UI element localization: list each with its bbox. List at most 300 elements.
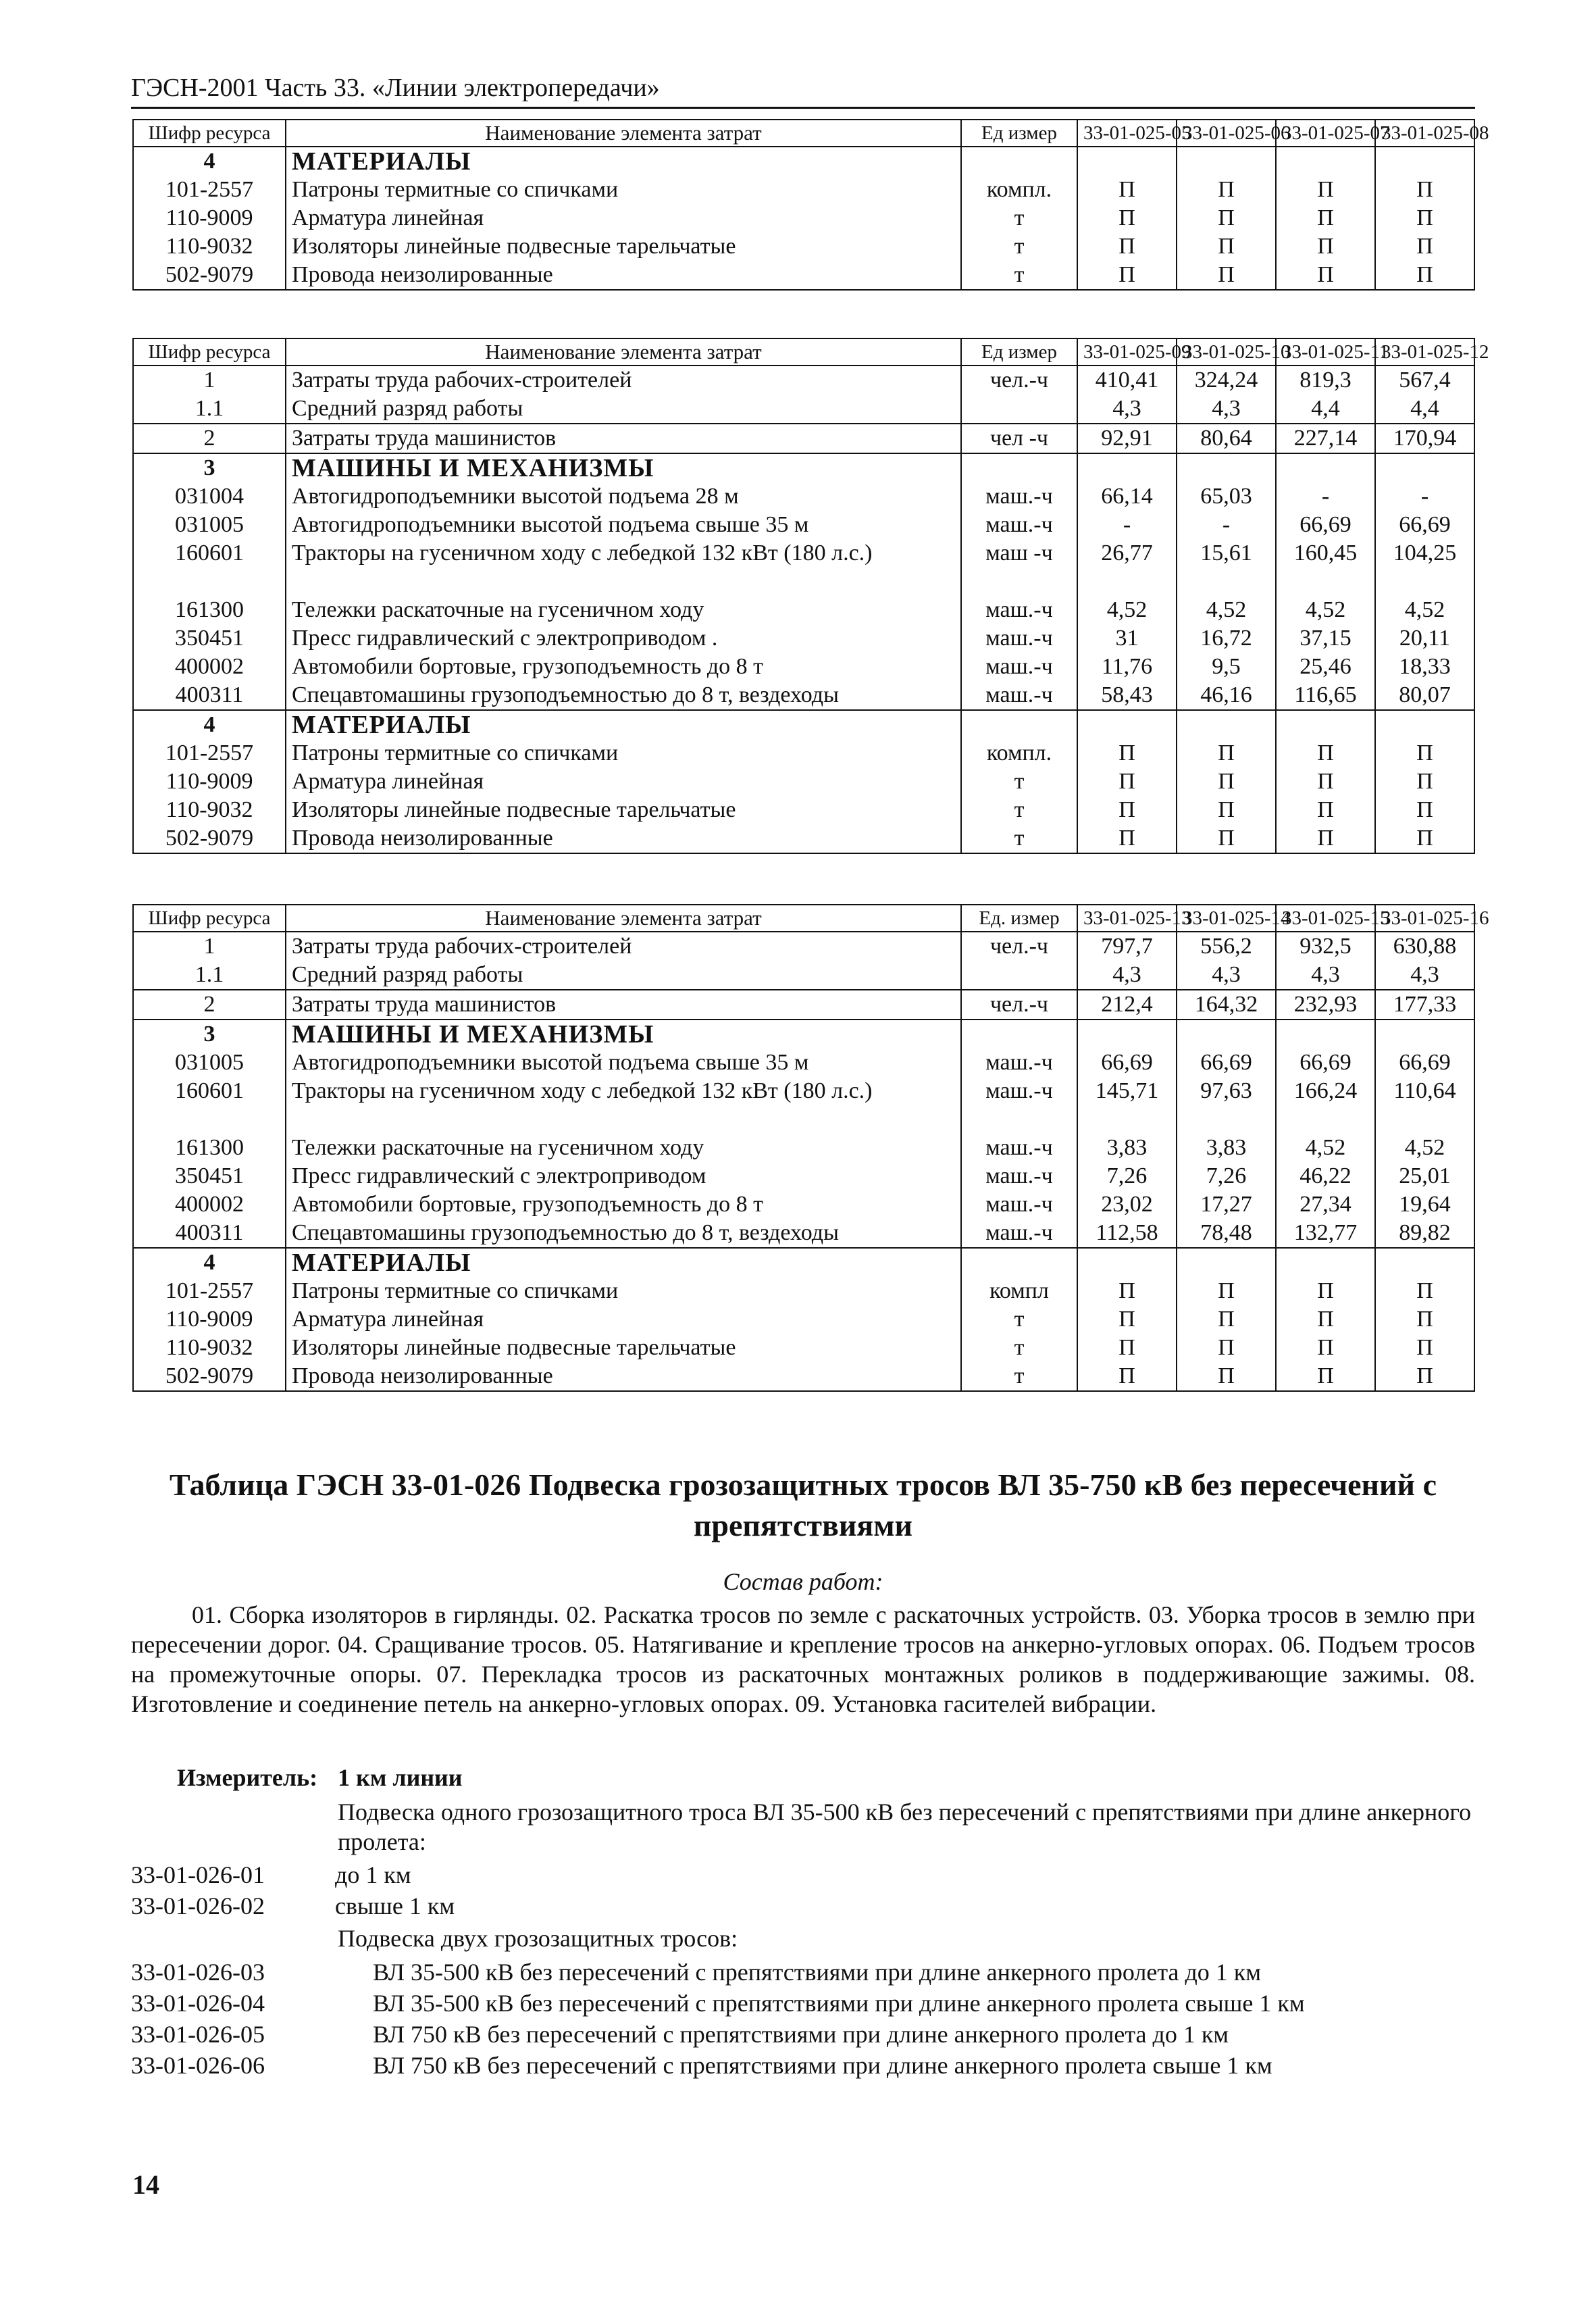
resource-value: 65,03 bbox=[1177, 482, 1276, 511]
resource-unit: маш.-ч bbox=[961, 1162, 1077, 1190]
resource-code: 350451 bbox=[133, 1162, 286, 1190]
work-composition-title: Состав работ: bbox=[723, 1568, 883, 1595]
resource-unit: т bbox=[961, 768, 1077, 796]
resource-unit: т bbox=[961, 824, 1077, 853]
resource-value: 78,48 bbox=[1177, 1219, 1276, 1248]
resource-value: 227,14 bbox=[1276, 424, 1375, 453]
resource-unit bbox=[961, 1248, 1077, 1277]
resource-code: 400002 bbox=[133, 1190, 286, 1219]
resource-value: П bbox=[1375, 204, 1474, 232]
resource-name: Арматура линейная bbox=[286, 204, 961, 232]
running-header: ГЭСН-2001 Часть 33. «Линии электропередачи» bbox=[131, 72, 1475, 109]
resource-value: П bbox=[1077, 1305, 1177, 1334]
resource-value: П bbox=[1375, 1277, 1474, 1305]
resource-value: П bbox=[1077, 1334, 1177, 1362]
resource-value: 66,69 bbox=[1177, 1049, 1276, 1077]
resource-value: 4,3 bbox=[1077, 395, 1177, 424]
resource-value: П bbox=[1276, 204, 1375, 232]
resource-code: 3 bbox=[133, 1020, 286, 1049]
resource-unit: чел.-ч bbox=[961, 366, 1077, 395]
entry-code: 33-01-026-06 bbox=[131, 2052, 265, 2079]
resource-value: 630,88 bbox=[1375, 932, 1474, 961]
resource-value: 4,52 bbox=[1375, 596, 1474, 624]
entry-description: ВЛ 35-500 кВ без пересечений с препятствиями при длине анкерного пролета свыше 1 км bbox=[373, 1990, 1305, 2017]
entry-description: ВЛ 35-500 кВ без пересечений с препятствиями при длине анкерного пролета до 1 км bbox=[373, 1959, 1262, 1986]
resource-value: П bbox=[1276, 768, 1375, 796]
table-row bbox=[133, 1077, 1474, 1134]
resource-code: 101-2557 bbox=[133, 1277, 286, 1305]
resource-value: П bbox=[1177, 204, 1276, 232]
section-row bbox=[133, 1248, 1474, 1277]
col-header-norm-code: 33-01-025-08 bbox=[1375, 120, 1474, 147]
table-row bbox=[133, 596, 1474, 624]
resource-code: 031005 bbox=[133, 1049, 286, 1077]
resource-unit: компл. bbox=[961, 176, 1077, 204]
resource-value: 145,71 bbox=[1077, 1077, 1177, 1134]
col-header-norm-code: 33-01-025-06 bbox=[1177, 120, 1276, 147]
resource-code: 502-9079 bbox=[133, 1362, 286, 1391]
resource-value: 3,83 bbox=[1077, 1134, 1177, 1162]
resource-value bbox=[1177, 1248, 1276, 1277]
resource-name: Тележки раскаточные на гусеничном ходу bbox=[286, 596, 961, 624]
col-header-code: Шифр ресурса bbox=[133, 905, 286, 932]
resource-code: 2 bbox=[133, 990, 286, 1020]
section-row bbox=[133, 147, 1474, 176]
resource-unit: т bbox=[961, 232, 1077, 261]
table-row bbox=[133, 261, 1474, 290]
resource-name: Автомобили бортовые, грузоподъемность до 8 т bbox=[286, 653, 961, 681]
table-row bbox=[133, 232, 1474, 261]
col-header-unit: Ед измер bbox=[961, 120, 1077, 147]
resource-code: 3 bbox=[133, 453, 286, 482]
entry-code: 33-01-026-01 bbox=[131, 1861, 265, 1888]
resource-value: П bbox=[1077, 204, 1177, 232]
resource-value: П bbox=[1276, 176, 1375, 204]
resource-table-2 bbox=[132, 338, 1489, 854]
resource-name: Арматура линейная bbox=[286, 768, 961, 796]
resource-unit: т bbox=[961, 1305, 1077, 1334]
resource-code: 400311 bbox=[133, 1219, 286, 1248]
resource-code: 4 bbox=[133, 710, 286, 739]
resource-value: 27,34 bbox=[1276, 1190, 1375, 1219]
resource-unit: чел -ч bbox=[961, 424, 1077, 453]
resource-name: Средний разряд работы bbox=[286, 961, 961, 990]
resource-value: П bbox=[1375, 261, 1474, 290]
resource-unit: маш.-ч bbox=[961, 624, 1077, 653]
resource-value: 58,43 bbox=[1077, 681, 1177, 710]
resource-code: 1 bbox=[133, 366, 286, 395]
resource-value: 23,02 bbox=[1077, 1190, 1177, 1219]
table-row bbox=[133, 824, 1474, 853]
resource-name: Спецавтомашины грузоподъемностью до 8 т, вездеходы bbox=[286, 1219, 961, 1248]
resource-value: П bbox=[1077, 261, 1177, 290]
resource-code: 160601 bbox=[133, 539, 286, 596]
resource-value: П bbox=[1375, 768, 1474, 796]
table-row bbox=[133, 768, 1474, 796]
resource-code: 101-2557 bbox=[133, 739, 286, 768]
resource-unit: т bbox=[961, 1362, 1077, 1391]
resource-code: 110-9009 bbox=[133, 768, 286, 796]
resource-name: Провода неизолированные bbox=[286, 1362, 961, 1391]
resource-value: 4,52 bbox=[1276, 596, 1375, 624]
resource-name: Автогидроподъемники высотой подъема свыше 35 м bbox=[286, 511, 961, 539]
resource-value: П bbox=[1077, 796, 1177, 824]
resource-value: - bbox=[1375, 482, 1474, 511]
resource-name: Провода неизолированные bbox=[286, 824, 961, 853]
resource-value: 66,69 bbox=[1375, 1049, 1474, 1077]
resource-value: П bbox=[1276, 232, 1375, 261]
resource-value bbox=[1177, 453, 1276, 482]
resource-unit: компл bbox=[961, 1277, 1077, 1305]
resource-value: 16,72 bbox=[1177, 624, 1276, 653]
resource-value: 164,32 bbox=[1177, 990, 1276, 1020]
resource-unit: маш.-ч bbox=[961, 681, 1077, 710]
resource-value: 932,5 bbox=[1276, 932, 1375, 961]
entry-description: ВЛ 750 кВ без пересечений с препятствиями при длине анкерного пролета свыше 1 км bbox=[373, 2052, 1272, 2079]
resource-value: П bbox=[1077, 824, 1177, 853]
header-row bbox=[133, 905, 1474, 932]
resource-value: 166,24 bbox=[1276, 1077, 1375, 1134]
resource-name: Затраты труда рабочих-строителей bbox=[286, 366, 961, 395]
resource-value: 19,64 bbox=[1375, 1190, 1474, 1219]
resource-name: Патроны термитные со спичками bbox=[286, 739, 961, 768]
resource-value bbox=[1375, 1248, 1474, 1277]
resource-code: 1.1 bbox=[133, 961, 286, 990]
table-row bbox=[133, 1334, 1474, 1362]
resource-value: 4,52 bbox=[1276, 1134, 1375, 1162]
resource-value: П bbox=[1177, 1362, 1276, 1391]
resource-unit: маш.-ч bbox=[961, 1077, 1077, 1134]
resource-name: МАШИНЫ И МЕХАНИЗМЫ bbox=[286, 1020, 961, 1049]
table-row bbox=[133, 482, 1474, 511]
resource-value: 324,24 bbox=[1177, 366, 1276, 395]
resource-name: Автомобили бортовые, грузоподъемность до 8 т bbox=[286, 1190, 961, 1219]
resource-value: 9,5 bbox=[1177, 653, 1276, 681]
resource-unit bbox=[961, 710, 1077, 739]
resource-value: 37,15 bbox=[1276, 624, 1375, 653]
resource-unit: чел.-ч bbox=[961, 932, 1077, 961]
resource-value bbox=[1375, 453, 1474, 482]
resource-name: МАТЕРИАЛЫ bbox=[286, 710, 961, 739]
col-header-norm-code: 33-01-025-14 bbox=[1177, 905, 1276, 932]
resource-code: 031004 bbox=[133, 482, 286, 511]
resource-name: Пресс гидравлический с электроприводом bbox=[286, 1162, 961, 1190]
resource-name: Арматура линейная bbox=[286, 1305, 961, 1334]
table-row bbox=[133, 1305, 1474, 1334]
table-row bbox=[133, 1362, 1474, 1391]
resource-value: 116,65 bbox=[1276, 681, 1375, 710]
resource-table-1 bbox=[132, 119, 1489, 291]
resource-value: 25,01 bbox=[1375, 1162, 1474, 1190]
resource-value: П bbox=[1077, 739, 1177, 768]
entry-description: до 1 км bbox=[335, 1861, 411, 1888]
resource-value: 46,22 bbox=[1276, 1162, 1375, 1190]
col-header-name: Наименование элемента затрат bbox=[286, 338, 961, 366]
table-row bbox=[133, 511, 1474, 539]
resource-value bbox=[1177, 147, 1276, 176]
resource-value: 17,27 bbox=[1177, 1190, 1276, 1219]
resource-value: 66,14 bbox=[1077, 482, 1177, 511]
resource-value: П bbox=[1177, 1334, 1276, 1362]
resource-value: П bbox=[1177, 1305, 1276, 1334]
resource-value bbox=[1375, 147, 1474, 176]
resource-value: 132,77 bbox=[1276, 1219, 1375, 1248]
table-row bbox=[133, 424, 1474, 453]
resource-value: П bbox=[1177, 739, 1276, 768]
resource-name: Автогидроподъемники высотой подъема свыше 35 м bbox=[286, 1049, 961, 1077]
header-row bbox=[133, 338, 1474, 366]
resource-value: 66,69 bbox=[1375, 511, 1474, 539]
table-row bbox=[133, 1049, 1474, 1077]
resource-name: Пресс гидравлический с электроприводом . bbox=[286, 624, 961, 653]
resource-unit: маш.-ч bbox=[961, 653, 1077, 681]
resource-value: 26,77 bbox=[1077, 539, 1177, 596]
resource-code: 2 bbox=[133, 424, 286, 453]
table-row bbox=[133, 539, 1474, 596]
resource-value: 410,41 bbox=[1077, 366, 1177, 395]
resource-unit: маш.-ч bbox=[961, 596, 1077, 624]
resource-value: 797,7 bbox=[1077, 932, 1177, 961]
resource-table-3 bbox=[132, 904, 1489, 1392]
resource-value: П bbox=[1177, 824, 1276, 853]
table-row bbox=[133, 1190, 1474, 1219]
resource-name: МАТЕРИАЛЫ bbox=[286, 147, 961, 176]
resource-unit: т bbox=[961, 204, 1077, 232]
resource-code: 160601 bbox=[133, 1077, 286, 1134]
resource-unit: маш.-ч bbox=[961, 1190, 1077, 1219]
resource-value: 18,33 bbox=[1375, 653, 1474, 681]
resource-value: 66,69 bbox=[1276, 1049, 1375, 1077]
resource-value: П bbox=[1375, 1334, 1474, 1362]
resource-value: 4,3 bbox=[1276, 961, 1375, 990]
resource-value bbox=[1177, 1020, 1276, 1049]
resource-value: П bbox=[1177, 176, 1276, 204]
resource-unit: маш.-ч bbox=[961, 511, 1077, 539]
resource-unit bbox=[961, 453, 1077, 482]
measure-label: Измеритель: bbox=[177, 1764, 318, 1791]
resource-unit: компл. bbox=[961, 739, 1077, 768]
table-row bbox=[133, 932, 1474, 961]
resource-unit: т bbox=[961, 261, 1077, 290]
resource-value: 97,63 bbox=[1177, 1077, 1276, 1134]
entry-code: 33-01-026-02 bbox=[131, 1892, 265, 1919]
resource-name: Изоляторы линейные подвесные тарельчатые bbox=[286, 1334, 961, 1362]
section-row bbox=[133, 453, 1474, 482]
entry-description: ВЛ 750 кВ без пересечений с препятствиями при длине анкерного пролета до 1 км bbox=[373, 2021, 1229, 2048]
resource-name: Патроны термитные со спичками bbox=[286, 1277, 961, 1305]
resource-code: 161300 bbox=[133, 1134, 286, 1162]
resource-name: МАТЕРИАЛЫ bbox=[286, 1248, 961, 1277]
table-row bbox=[133, 624, 1474, 653]
entry-description: свыше 1 км bbox=[335, 1892, 455, 1919]
resource-value: П bbox=[1077, 232, 1177, 261]
resource-unit: маш.-ч bbox=[961, 482, 1077, 511]
resource-value: 25,46 bbox=[1276, 653, 1375, 681]
table-row bbox=[133, 1134, 1474, 1162]
table-row bbox=[133, 395, 1474, 424]
table-row bbox=[133, 653, 1474, 681]
resource-unit bbox=[961, 1020, 1077, 1049]
resource-value: 177,33 bbox=[1375, 990, 1474, 1020]
resource-value: П bbox=[1177, 796, 1276, 824]
resource-value bbox=[1276, 710, 1375, 739]
resource-value bbox=[1077, 1248, 1177, 1277]
resource-value: П bbox=[1375, 824, 1474, 853]
resource-name: Изоляторы линейные подвесные тарельчатые bbox=[286, 232, 961, 261]
resource-code: 400311 bbox=[133, 681, 286, 710]
measure-line bbox=[177, 1763, 463, 1792]
resource-value: П bbox=[1276, 796, 1375, 824]
resource-code: 502-9079 bbox=[133, 261, 286, 290]
resource-value: П bbox=[1077, 1362, 1177, 1391]
resource-value: 170,94 bbox=[1375, 424, 1474, 453]
entry-code: 33-01-026-04 bbox=[131, 1990, 265, 2017]
col-header-unit: Ед измер bbox=[961, 338, 1077, 366]
col-header-name: Наименование элемента затрат bbox=[286, 905, 961, 932]
resource-value: 232,93 bbox=[1276, 990, 1375, 1020]
resource-value: 4,52 bbox=[1077, 596, 1177, 624]
resource-unit bbox=[961, 961, 1077, 990]
resource-value: 7,26 bbox=[1077, 1162, 1177, 1190]
resource-value bbox=[1077, 147, 1177, 176]
table-row bbox=[133, 739, 1474, 768]
col-header-norm-code: 33-01-025-05 bbox=[1077, 120, 1177, 147]
resource-name: Тракторы на гусеничном ходу с лебедкой 132 кВт (180 л.с.) bbox=[286, 1077, 961, 1134]
resource-value: 66,69 bbox=[1077, 1049, 1177, 1077]
resource-value: П bbox=[1077, 176, 1177, 204]
table-row bbox=[133, 1277, 1474, 1305]
resource-value: 66,69 bbox=[1276, 511, 1375, 539]
resource-value: 160,45 bbox=[1276, 539, 1375, 596]
resource-value: - bbox=[1276, 482, 1375, 511]
resource-value: П bbox=[1375, 739, 1474, 768]
resource-code: 031005 bbox=[133, 511, 286, 539]
resource-value: 20,11 bbox=[1375, 624, 1474, 653]
resource-value: 80,07 bbox=[1375, 681, 1474, 710]
intro-single-cable: Подвеска одного грозозащитного троса ВЛ 35-500 кВ без пересечений с препятствиями при длине анкерного пролета: bbox=[338, 1799, 1472, 1855]
resource-value: П bbox=[1375, 796, 1474, 824]
resource-name: Тракторы на гусеничном ходу с лебедкой 132 кВт (180 л.с.) bbox=[286, 539, 961, 596]
resource-unit: чел.-ч bbox=[961, 990, 1077, 1020]
resource-name: Средний разряд работы bbox=[286, 395, 961, 424]
resource-value: П bbox=[1276, 739, 1375, 768]
header-row bbox=[133, 120, 1474, 147]
resource-value: П bbox=[1077, 768, 1177, 796]
table-row bbox=[133, 990, 1474, 1020]
resource-value: П bbox=[1177, 232, 1276, 261]
resource-code: 4 bbox=[133, 1248, 286, 1277]
col-header-norm-code: 33-01-025-09 bbox=[1077, 338, 1177, 366]
resource-value: - bbox=[1177, 511, 1276, 539]
resource-value bbox=[1077, 453, 1177, 482]
resource-unit: маш.-ч bbox=[961, 1134, 1077, 1162]
resource-name: Изоляторы линейные подвесные тарельчатые bbox=[286, 796, 961, 824]
table-row bbox=[133, 796, 1474, 824]
measure-value: 1 км линии bbox=[338, 1764, 463, 1791]
table-row bbox=[133, 1219, 1474, 1248]
table-row bbox=[133, 1162, 1474, 1190]
resource-value: 110,64 bbox=[1375, 1077, 1474, 1134]
resource-value bbox=[1276, 1248, 1375, 1277]
resource-code: 110-9009 bbox=[133, 204, 286, 232]
resource-code: 110-9032 bbox=[133, 1334, 286, 1362]
resource-name: Патроны термитные со спичками bbox=[286, 176, 961, 204]
section-row bbox=[133, 710, 1474, 739]
resource-value: 212,4 bbox=[1077, 990, 1177, 1020]
resource-value: П bbox=[1177, 1277, 1276, 1305]
resource-value: 11,76 bbox=[1077, 653, 1177, 681]
resource-value bbox=[1375, 1020, 1474, 1049]
resource-value: П bbox=[1276, 1334, 1375, 1362]
col-header-norm-code: 33-01-025-11 bbox=[1276, 338, 1375, 366]
work-composition-text: 01. Сборка изоляторов в гирлянды. 02. Раскатка тросов по земле с раскаточных устройств. 03. Уборка тросов в землю при пересечении дорог. 04. Сращивание тросов. 05. Натягивание и крепление тросов на анкерно-угловых опорах. 06. Подъем тросов на промежуточные опоры. 07. Перекладка тросов из раскаточных монтажных роликов в поддерживающие зажимы. 08. Изготовление и соединение петель на анкерно-угловых опорах. 09. Установка гасителей вибрации. bbox=[131, 1601, 1475, 1717]
table-row bbox=[133, 204, 1474, 232]
resource-code: 110-9032 bbox=[133, 796, 286, 824]
col-header-norm-code: 33-01-025-16 bbox=[1375, 905, 1474, 932]
section-row bbox=[133, 1020, 1474, 1049]
resource-unit: маш.-ч bbox=[961, 1049, 1077, 1077]
table-row bbox=[133, 176, 1474, 204]
resource-value: 819,3 bbox=[1276, 366, 1375, 395]
resource-value bbox=[1276, 453, 1375, 482]
resource-value bbox=[1077, 1020, 1177, 1049]
resource-value: 15,61 bbox=[1177, 539, 1276, 596]
col-header-code: Шифр ресурса bbox=[133, 120, 286, 147]
col-header-norm-code: 33-01-025-15 bbox=[1276, 905, 1375, 932]
resource-name: Затраты труда машинистов bbox=[286, 990, 961, 1020]
table-heading: Таблица ГЭСН 33-01-026 Подвеска грозозащитных тросов ВЛ 35-750 кВ без пересечений с препятствиями bbox=[170, 1467, 1437, 1542]
col-header-norm-code: 33-01-025-10 bbox=[1177, 338, 1276, 366]
col-header-code: Шифр ресурса bbox=[133, 338, 286, 366]
resource-value: 3,83 bbox=[1177, 1134, 1276, 1162]
resource-unit: маш -ч bbox=[961, 539, 1077, 596]
resource-code: 161300 bbox=[133, 596, 286, 624]
resource-name: Спецавтомашины грузоподъемностью до 8 т, вездеходы bbox=[286, 681, 961, 710]
resource-value: П bbox=[1276, 824, 1375, 853]
resource-value: 4,52 bbox=[1375, 1134, 1474, 1162]
page-number: 14 bbox=[132, 2169, 159, 2200]
resource-value bbox=[1375, 710, 1474, 739]
resource-unit bbox=[961, 395, 1077, 424]
resource-value: 31 bbox=[1077, 624, 1177, 653]
resource-value: П bbox=[1077, 1277, 1177, 1305]
resource-code: 502-9079 bbox=[133, 824, 286, 853]
resource-value: 4,4 bbox=[1276, 395, 1375, 424]
resource-code: 350451 bbox=[133, 624, 286, 653]
resource-value: П bbox=[1375, 1305, 1474, 1334]
resource-unit: маш.-ч bbox=[961, 1219, 1077, 1248]
table-row bbox=[133, 681, 1474, 710]
entry-code: 33-01-026-03 bbox=[131, 1959, 265, 1986]
col-header-norm-code: 33-01-025-13 bbox=[1077, 905, 1177, 932]
table-row bbox=[133, 366, 1474, 395]
resource-value bbox=[1276, 147, 1375, 176]
col-header-unit: Ед. измер bbox=[961, 905, 1077, 932]
resource-code: 4 bbox=[133, 147, 286, 176]
resource-value bbox=[1077, 710, 1177, 739]
resource-value: П bbox=[1375, 176, 1474, 204]
resource-value: 104,25 bbox=[1375, 539, 1474, 596]
resource-code: 1.1 bbox=[133, 395, 286, 424]
resource-value: П bbox=[1276, 1362, 1375, 1391]
resource-value: 4,3 bbox=[1077, 961, 1177, 990]
resource-value: П bbox=[1276, 1305, 1375, 1334]
resource-name: Затраты труда рабочих-строителей bbox=[286, 932, 961, 961]
col-header-norm-code: 33-01-025-12 bbox=[1375, 338, 1474, 366]
resource-name: Тележки раскаточные на гусеничном ходу bbox=[286, 1134, 961, 1162]
resource-value: 567,4 bbox=[1375, 366, 1474, 395]
resource-value: 4,4 bbox=[1375, 395, 1474, 424]
